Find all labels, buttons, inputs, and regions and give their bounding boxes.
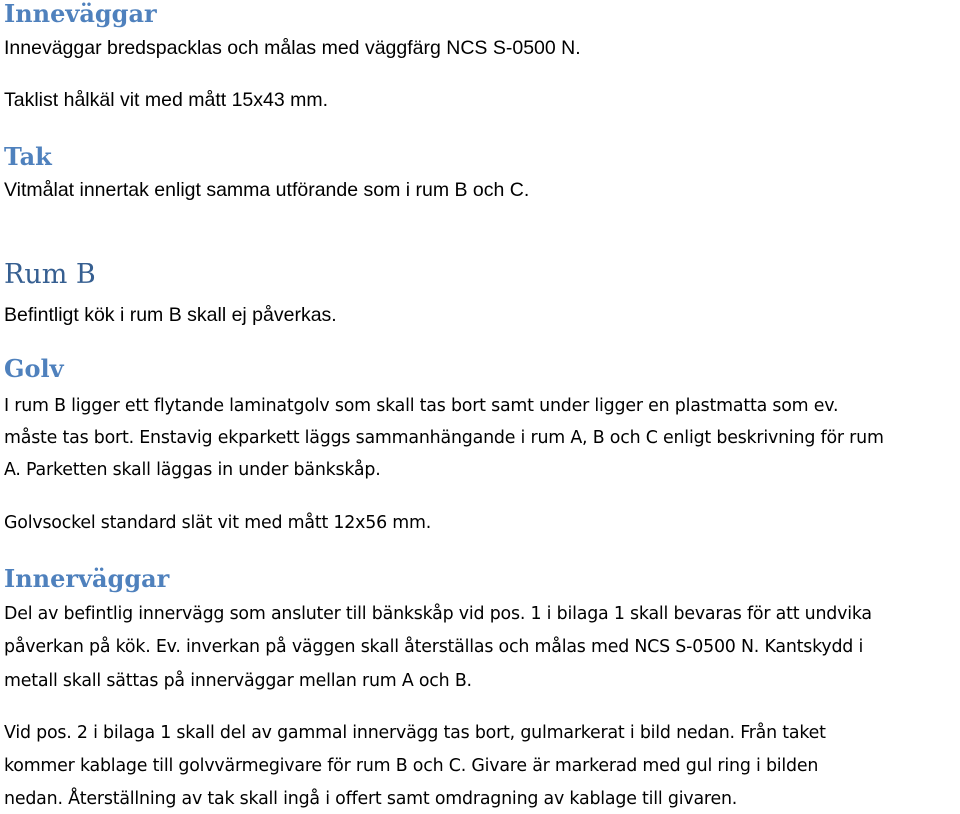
- paragraph-golv-line-3: A. Parketten skall läggas in under bänkskåp.: [4, 460, 381, 480]
- paragraph-tak: Vitmålat innertak enligt samma utförande som i rum B och C.: [4, 179, 530, 201]
- heading-rum-b: Rum B: [4, 259, 96, 290]
- paragraph-innevaggar-paint: Inneväggar bredspacklas och målas med väggfärg NCS S-0500 N.: [4, 37, 581, 59]
- paragraph-vid-pos-line-2: kommer kablage till golvvärmegivare för rum B och C. Givare är markerad med gul ring i bilden: [4, 756, 819, 776]
- paragraph-golv-line-1: I rum B ligger ett flytande laminatgolv som skall tas bort samt under ligger en plastmatta som ev.: [4, 396, 839, 416]
- heading-tak: Tak: [4, 142, 52, 171]
- heading-innevaggar: Inneväggar: [4, 0, 157, 28]
- paragraph-rum-b: Befintligt kök i rum B skall ej påverkas.: [4, 304, 337, 326]
- heading-innervaggar: Innerväggar: [4, 564, 170, 593]
- paragraph-golv-line-2: måste tas bort. Enstavig ekparkett läggs sammanhängande i rum A, B och C enligt beskrivning för rum: [4, 428, 884, 448]
- paragraph-innervaggar-line-1: Del av befintlig innervägg som ansluter till bänkskåp vid pos. 1 i bilaga 1 skall bevaras för att undvika: [4, 604, 872, 624]
- paragraph-golvsockel: Golvsockel standard slät vit med mått 12x56 mm.: [4, 513, 432, 533]
- paragraph-vid-pos-line-1: Vid pos. 2 i bilaga 1 skall del av gammal innervägg tas bort, gulmarkerat i bild nedan. Från taket: [4, 723, 826, 743]
- paragraph-taklist: Taklist hålkäl vit med mått 15x43 mm.: [4, 89, 329, 111]
- heading-golv: Golv: [4, 354, 64, 383]
- paragraph-innervaggar-line-3: metall skall sättas på innerväggar mellan rum A och B.: [4, 671, 472, 691]
- paragraph-vid-pos-line-3: nedan. Återställning av tak skall ingå i offert samt omdragning av kablage till givaren.: [4, 789, 738, 809]
- paragraph-innervaggar-line-2: påverkan på kök. Ev. inverkan på väggen skall återställas och målas med NCS S-0500 N. Kantskydd i: [4, 637, 864, 657]
